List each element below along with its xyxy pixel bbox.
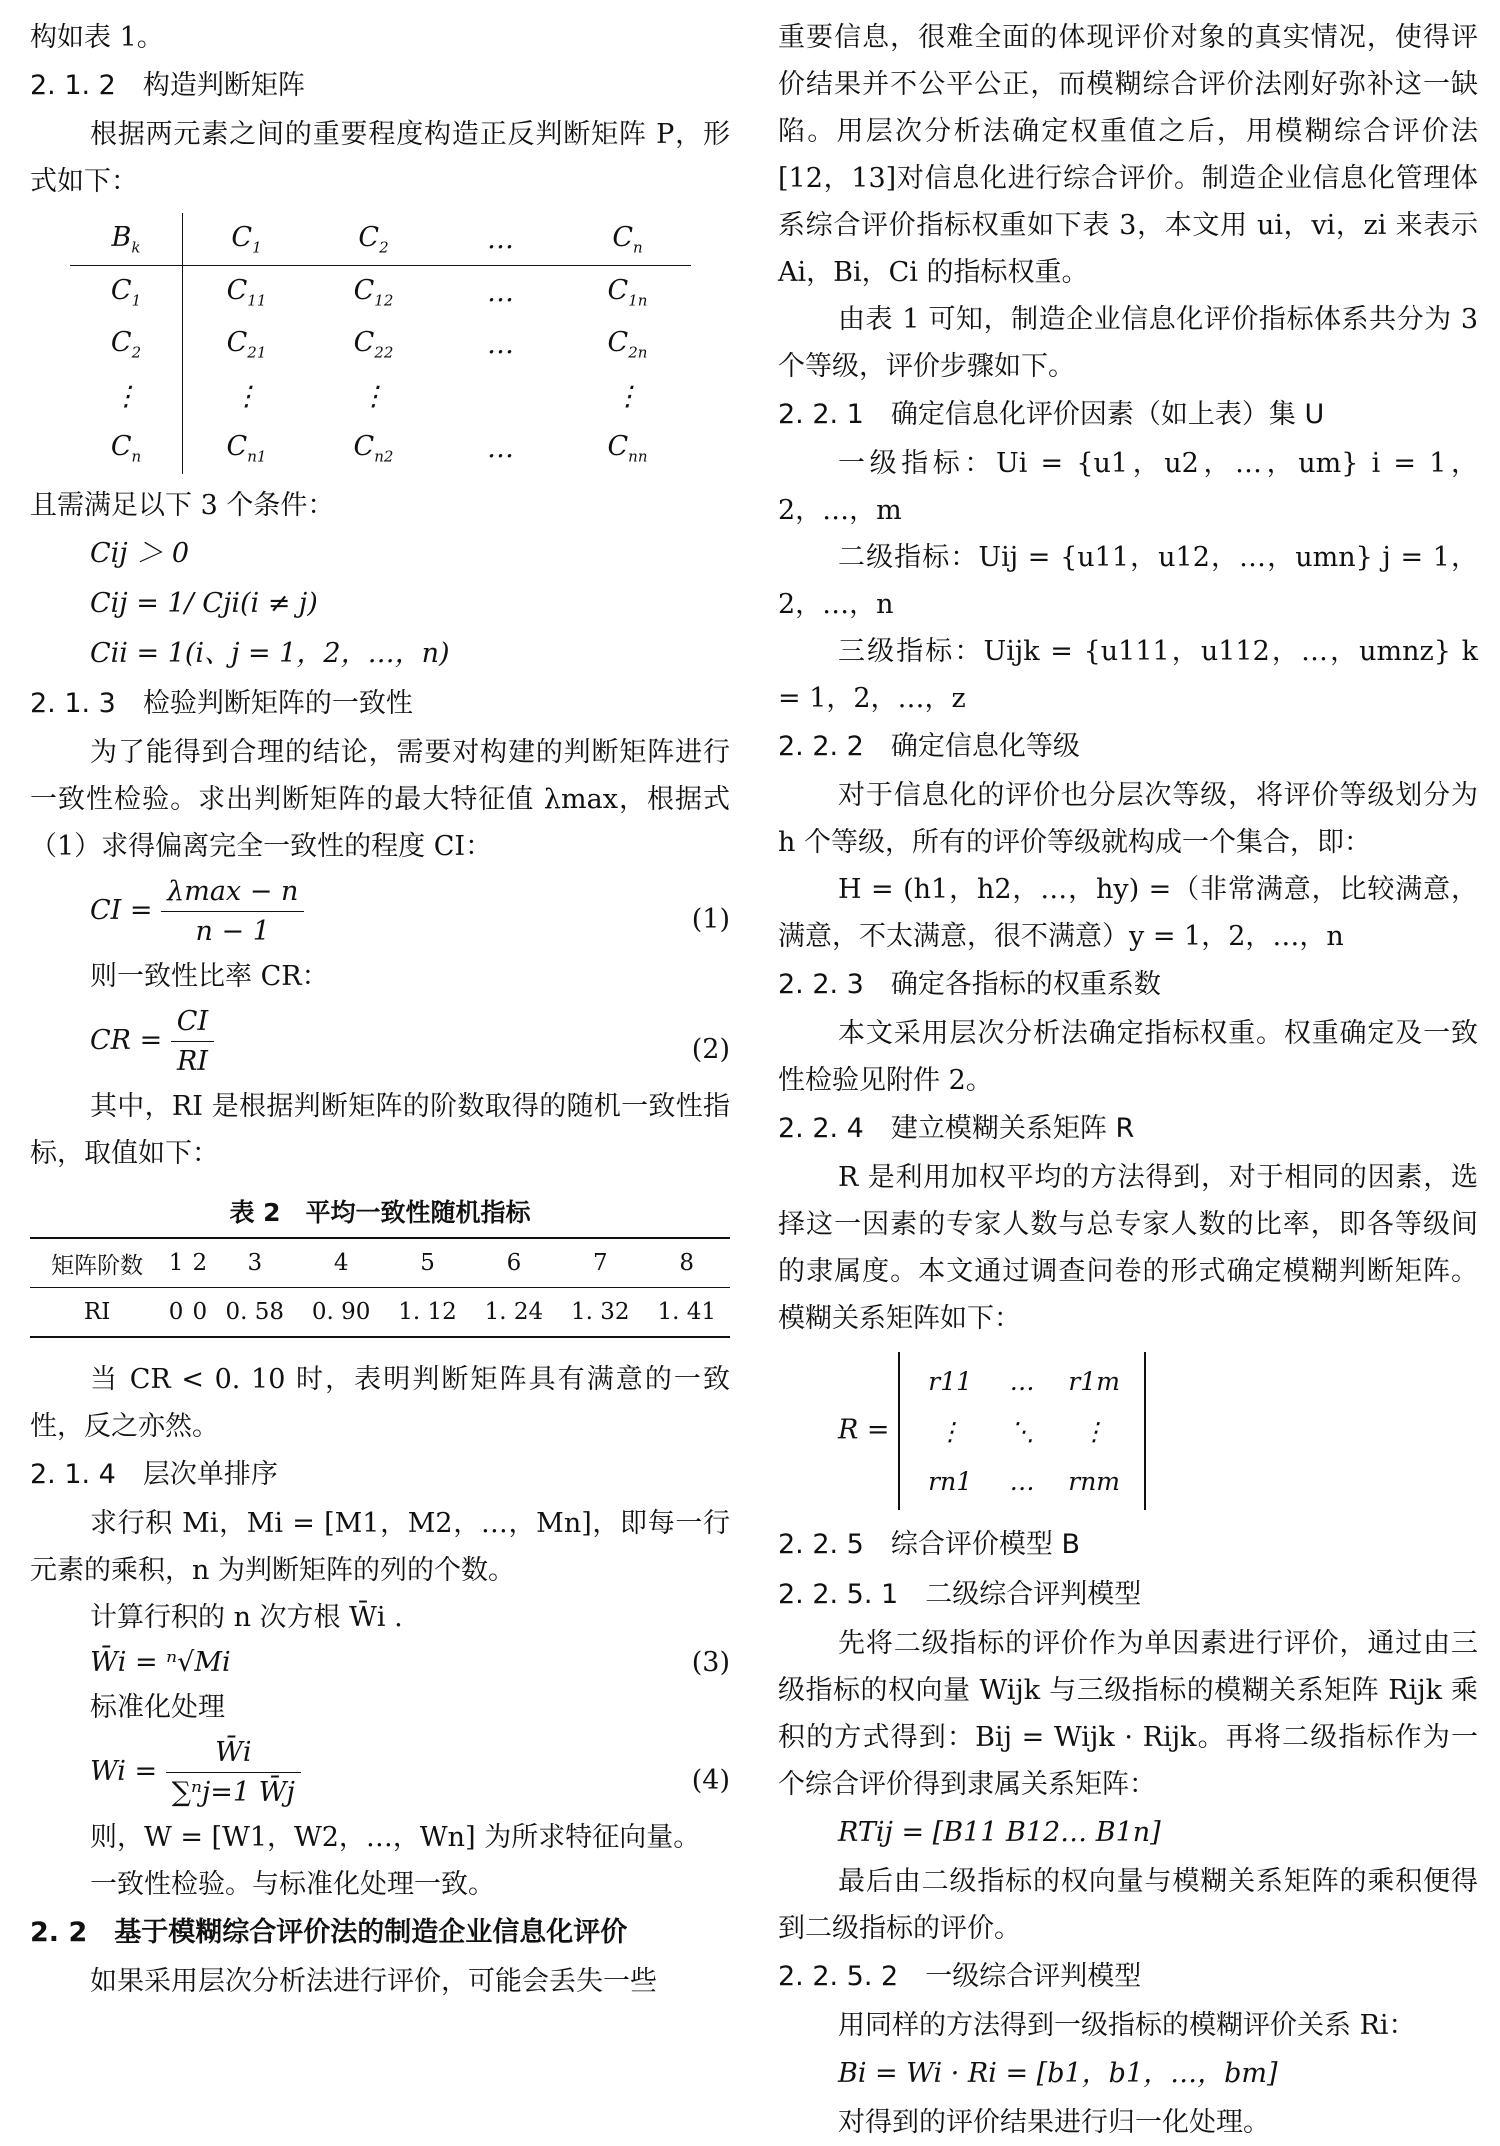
section-heading: 2. 2. 5. 1 二级综合评判模型 — [778, 1579, 1142, 1610]
formula: Bi = Wi · Ri = [b1，b1，…，bm] — [838, 2058, 1278, 2089]
matrix-cell: ⋮ — [614, 380, 641, 412]
fraction: $\frac{CI}{RI}$ — [171, 1006, 214, 1077]
paragraph: 先将二级指标的评价作为单因素进行评价，通过由三级指标的权向量 Wijk 与三级指标的模糊关系矩阵 Rijk 乘积的方式得到：Bij = Wijk · Rijk。再将二级指标作为一个综合评价得到隶属关系矩阵： — [778, 1628, 1478, 1800]
equation-3: W̄i = ⁿ√Mi (3) — [90, 1647, 730, 1678]
matrix-cell: $C_{n1}$ — [226, 430, 267, 466]
paragraph: 根据两元素之间的重要程度构造正反判断矩阵 P，形式如下： — [30, 119, 730, 197]
paragraph: 用同样的方法得到一级指标的模糊评价关系 Ri： — [838, 2010, 1416, 2041]
ri-cell: 1. 32 — [571, 1299, 630, 1325]
paragraph: H = (h1，h2，…，hy) =（非常满意，比较满意，满意，不太满意，很不满意）y = 1，2，…，n — [778, 874, 1478, 952]
equation-2: CR = $\frac{CI}{RI}$ (2) — [90, 1006, 730, 1077]
paragraph: 为了能得到合理的结论，需要对构建的判断矩阵进行一致性检验。求出判断矩阵的最大特征值 λmax，根据式（1）求得偏离完全一致性的程度 CI： — [30, 737, 730, 862]
matrix-row-head: ⋮ — [70, 370, 183, 422]
matrix-cell: $C_{12}$ — [353, 274, 394, 310]
paragraph: 三级指标：Uijk = {u111，u112，…，umnz} k = 1，2，…，z — [778, 636, 1478, 714]
paragraph: 如果采用层次分析法进行评价，可能会丢失一些 — [90, 1966, 657, 1997]
section-heading: 2. 2. 2 确定信息化等级 — [778, 731, 1080, 762]
matrix-cell — [437, 370, 564, 422]
matrix-cell: $C_{nn}$ — [607, 430, 648, 466]
ri-head-cell: 矩阵阶数 — [30, 1238, 164, 1288]
matrix-cell: … — [487, 328, 514, 360]
fraction: $\frac{W̄i}{\text{∑ⁿj=1 W̄j}}$ — [166, 1737, 301, 1808]
section-heading: 2. 2. 5 综合评价模型 B — [778, 1529, 1080, 1560]
ri-table — [30, 1237, 730, 1338]
right-column — [778, 14, 1478, 2146]
matrix-head-cell: $B_k$ — [70, 213, 183, 266]
paragraph: 且需满足以下 3 个条件： — [30, 490, 335, 521]
matrix-head-cell: … — [437, 213, 564, 266]
section-heading: 2. 1. 3 检验判断矩阵的一致性 — [30, 688, 413, 719]
ri-cell: 0 — [192, 1299, 208, 1325]
fuzzy-relation-matrix: R = r11 … r1m ⋮ ⋱ ⋮ rn1 … rnm — [778, 1352, 1478, 1510]
left-column — [30, 14, 730, 2005]
matrix-cell: $C_{1n}$ — [607, 274, 648, 310]
ri-cell: 0. 90 — [311, 1299, 371, 1325]
paragraph: 则，W = [W1，W2，…，Wn] 为所求特征向量。 — [90, 1822, 701, 1853]
ri-head-cell: 1 — [164, 1238, 188, 1288]
matrix-cell: ⋮ — [233, 380, 260, 412]
paragraph: R 是利用加权平均的方法得到，对于相同的因素，选择这一因素的专家人数与总专家人数的比率，即各等级间的隶属度。本文通过调查问卷的形式确定模糊判断矩阵。模糊关系矩阵如下： — [778, 1162, 1478, 1334]
matrix-row-head: $C_n$ — [70, 422, 183, 474]
equation-number: (1) — [691, 904, 730, 935]
section-heading: 2. 1. 2 构造判断矩阵 — [30, 70, 305, 101]
matrix-cell: … — [1009, 1366, 1035, 1396]
paragraph: 对得到的评价结果进行归一化处理。 — [838, 2107, 1270, 2138]
paragraph: 本文采用层次分析法确定指标权重。权重确定及一致性检验见附件 2。 — [778, 1018, 1478, 1096]
ri-cell: 1. 24 — [484, 1299, 544, 1325]
equation-number: (2) — [691, 1034, 730, 1065]
paragraph: 求行积 Mi，Mi = [M1，M2，…，Mn]，即每一行元素的乘积，n 为判断矩阵的列的个数。 — [30, 1508, 730, 1586]
table-title: 表 2 平均一致性随机指标 — [229, 1198, 531, 1227]
ri-cell: 0 — [168, 1299, 184, 1325]
ri-head-cell: 4 — [298, 1238, 384, 1288]
ri-cell: RI — [83, 1299, 111, 1325]
paragraph: 构如表 1。 — [30, 22, 164, 53]
matrix-head-cell: $C_1$ — [183, 213, 311, 266]
matrix-cell: $C_{22}$ — [353, 326, 394, 362]
ri-head-cell: 2 — [188, 1238, 212, 1288]
section-heading: 2. 2. 5. 2 一级综合评判模型 — [778, 1961, 1142, 1992]
section-heading: 2. 2 基于模糊综合评价法的制造企业信息化评价 — [30, 1917, 628, 1948]
matrix-row-head: $C_1$ — [70, 266, 183, 319]
ri-head-cell: 8 — [644, 1238, 731, 1288]
section-heading: 2. 2. 1 确定信息化评价因素（如上表）集 U — [778, 399, 1325, 430]
matrix-cell: rn1 — [928, 1466, 973, 1496]
ri-head-cell: 6 — [471, 1238, 557, 1288]
paragraph: 一致性检验。与标准化处理一致。 — [90, 1869, 495, 1900]
judgment-matrix-table — [70, 213, 691, 474]
matrix-cell: rnm — [1068, 1466, 1121, 1496]
ri-head-cell: 5 — [384, 1238, 470, 1288]
formula: RTij = [B11 B12… B1n] — [838, 1817, 1161, 1848]
paragraph: 最后由二级指标的权向量与模糊关系矩阵的乘积便得到二级指标的评价。 — [778, 1866, 1478, 1944]
ri-cell: 0. 58 — [225, 1299, 285, 1325]
equation-number: (4) — [691, 1765, 730, 1796]
condition-formula: Cij ＞ 0 — [90, 538, 190, 569]
matrix-bracket — [898, 1352, 1146, 1510]
paragraph: 标准化处理 — [90, 1692, 225, 1723]
paragraph: 其中，RI 是根据判断矩阵的阶数取得的随机一致性指标，取值如下： — [30, 1091, 730, 1169]
matrix-cell: ⋱ — [1009, 1416, 1035, 1446]
paragraph: 则一致性比率 CR： — [90, 961, 329, 992]
matrix-head-cell: $C_2$ — [310, 213, 437, 266]
matrix-cell: ⋮ — [360, 380, 387, 412]
condition-formula: Cii = 1(i、j = 1，2，…，n) — [90, 638, 450, 669]
paragraph: 当 CR < 0. 10 时，表明判断矩阵具有满意的一致性，反之亦然。 — [30, 1364, 730, 1442]
equation-4: Wi = $\frac{W̄i}{\text{∑ⁿj=1 W̄j}}$ (4) — [90, 1737, 730, 1808]
equation-1: CI = $\frac{\lambda\max - n}{n - 1}$ (1) — [90, 876, 730, 947]
paragraph: 由表 1 可知，制造企业信息化评价指标体系共分为 3 个等级，评价步骤如下。 — [778, 304, 1478, 382]
matrix-cell: $C_{21}$ — [226, 326, 267, 362]
section-heading: 2. 2. 3 确定各指标的权重系数 — [778, 969, 1161, 1000]
matrix-cell: $C_{11}$ — [226, 274, 267, 310]
paragraph: 一级指标：Ui = {u1，u2，…，um} i = 1，2，…，m — [778, 448, 1478, 526]
matrix-cell: $C_{2n}$ — [607, 326, 648, 362]
matrix-cell: ⋮ — [937, 1416, 963, 1446]
matrix-cell: ⋮ — [1081, 1416, 1107, 1446]
paragraph: 重要信息，很难全面的体现评价对象的真实情况，使得评价结果并不公平公正，而模糊综合评价法刚好弥补这一缺陷。用层次分析法确定权重值之后，用模糊综合评价法[12，13]对信息化进行综合评价。制造企业信息化管理体系综合评价指标权重如下表 3，本文用 ui，vi，zi 来表示 Ai，Bi，Ci 的指标权重。 — [778, 22, 1478, 288]
matrix-cell: r11 — [928, 1366, 973, 1396]
matrix-cell: … — [487, 276, 514, 308]
matrix-head-cell: $C_n$ — [564, 213, 691, 266]
condition-formula: Cij = 1/ Cji(i ≠ j) — [90, 588, 318, 619]
paragraph: 二级指标：Uij = {u11，u12，…，umn} j = 1，2，…，n — [778, 542, 1478, 620]
ri-head-cell: 7 — [557, 1238, 643, 1288]
matrix-row-head: $C_2$ — [70, 318, 183, 370]
matrix-cell: … — [1009, 1466, 1035, 1496]
ri-head-cell: 3 — [212, 1238, 298, 1288]
paragraph: 对于信息化的评价也分层次等级，将评价等级划分为 h 个等级，所有的评价等级就构成一个集合，即： — [778, 780, 1478, 858]
ri-cell: 1. 41 — [657, 1299, 717, 1325]
ri-cell: 1. 12 — [398, 1299, 457, 1325]
section-heading: 2. 2. 4 建立模糊关系矩阵 R — [778, 1113, 1135, 1144]
fraction: $\frac{\lambda\max - n}{n - 1}$ — [161, 876, 304, 947]
section-heading: 2. 1. 4 层次单排序 — [30, 1459, 278, 1490]
equation-number: (3) — [691, 1647, 730, 1678]
matrix-cell: $C_{n2}$ — [353, 430, 394, 466]
matrix-cell: … — [487, 432, 514, 464]
paragraph: 计算行积的 n 次方根 W̄i . — [90, 1602, 403, 1633]
matrix-cell: r1m — [1068, 1366, 1120, 1396]
